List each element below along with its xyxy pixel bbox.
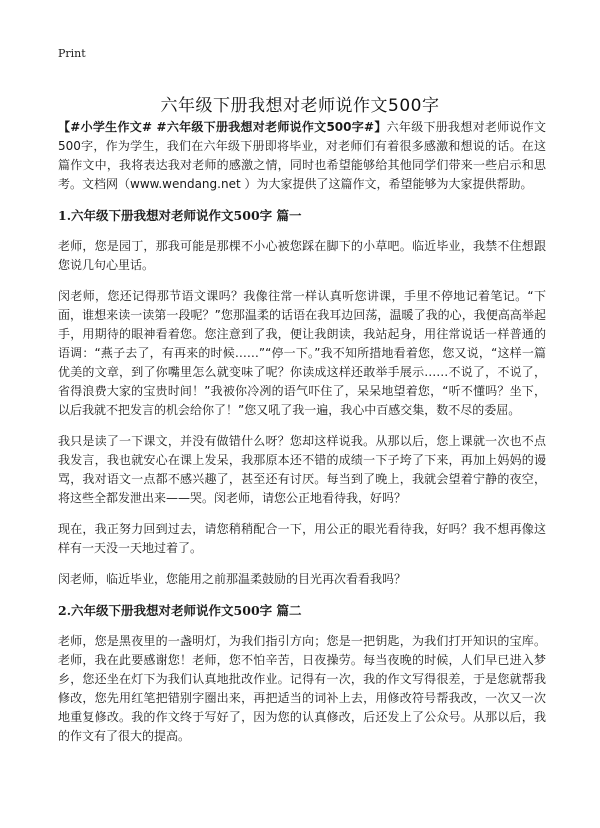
section2-paragraph: 老师，您是黑夜里的一盏明灯，为我们指引方向；您是一把钥匙，为我们打开知识的宝库。老师，我在此要感谢您！老师，您不怕辛苦，日夜操劳。每当夜晚的时候，人们早已进入梦乡，您还坐在灯下为我们认真地批改作业。记得有一次，我的作文写得很差，于是您就帮我修改，您先用红笔把错别字圈出来，再把适当的词补上去，用修改符号帮我改，一次又一次地重复修改。我的作文终于写好了，因为您的认真修改，后还发上了公众号。从那以后，我的作文有了很大的提高。: [58, 634, 546, 743]
section1-paragraph: 老师，您是园丁，那我可能是那棵不小心被您踩在脚下的小草吧。临近毕业，我禁不住想跟您说几句心里话。: [58, 239, 546, 272]
section1-paragraph: 我只是读了一下课文，并没有做错什么呀？您却这样说我。从那以后，您上课就一次也不点我发言，我也就安心在课上发呆，我那原本还不错的成绩一下子垮了下来，再加上妈妈的谩骂，我对语文一点都不感兴趣了，甚至还有讨厌。每当到了晚上，我就会望着宁静的夜空，将这些全都发泄出来——哭。闵老师，请您公正地看待我，好吗？: [58, 434, 546, 505]
intro-tags: 【#小学生作文# #六年级下册我想对老师说作文500字#】: [58, 120, 387, 134]
print-label: Print: [58, 47, 86, 60]
section-heading-2: 2.六年级下册我想对老师说作文500字 篇二: [58, 603, 302, 618]
page-title: 六年级下册我想对老师说作文500字: [160, 96, 440, 117]
article-body: [58, 118, 546, 758]
intro-text: 六年级下册我想对老师说作文500字，作为学生，我们在六年级下册即将毕业，对老师们有着很多感激和想说的话。在这篇作文中，我将表达我对老师的感激之情，同时也希望能够给其他同学们带来一些启示和思考。文档网（www.wendang.net ）为大家提供了这篇作文，希望能够为大家提供帮助。: [58, 120, 546, 191]
section-heading-1: 1.六年级下册我想对老师说作文500字 篇一: [58, 208, 302, 223]
section1-paragraph: 闵老师，您还记得那节语文课吗？我像往常一样认真听您讲课，手里不停地记着笔记。“下面，谁想来读一读第一段呢？”您那温柔的话语在我耳边回荡，温暖了我的心，我便高高举起手，用期待的眼神看着您。您注意到了我，便让我朗读，我站起身，用往常说话一样普通的语调：“燕子去了，有再来的时候……”“停一下。”我不知所措地看着您，您又说，“这样一篇优美的文章，到了你嘴里怎么就变味了呢？你读成这样还敢举手展示……不说了，不说了，省得浪费大家的宝贵时间！”我被你冷冽的语气吓住了，呆呆地望着您，“听不懂吗？坐下，以后我就不把发言的机会给你了！”您又吼了我一遍，我心中百感交集，数不尽的委屈。: [58, 289, 546, 417]
section1-paragraph: 闵老师，临近毕业，您能用之前那温柔鼓励的目光再次看看我吗？: [58, 572, 407, 586]
intro-paragraph: [58, 118, 546, 194]
section1-paragraph: 现在，我正努力回到过去，请您稍稍配合一下，用公正的眼光看待我，好吗？我不想再像这样有一天没一天地过着了。: [58, 522, 546, 555]
